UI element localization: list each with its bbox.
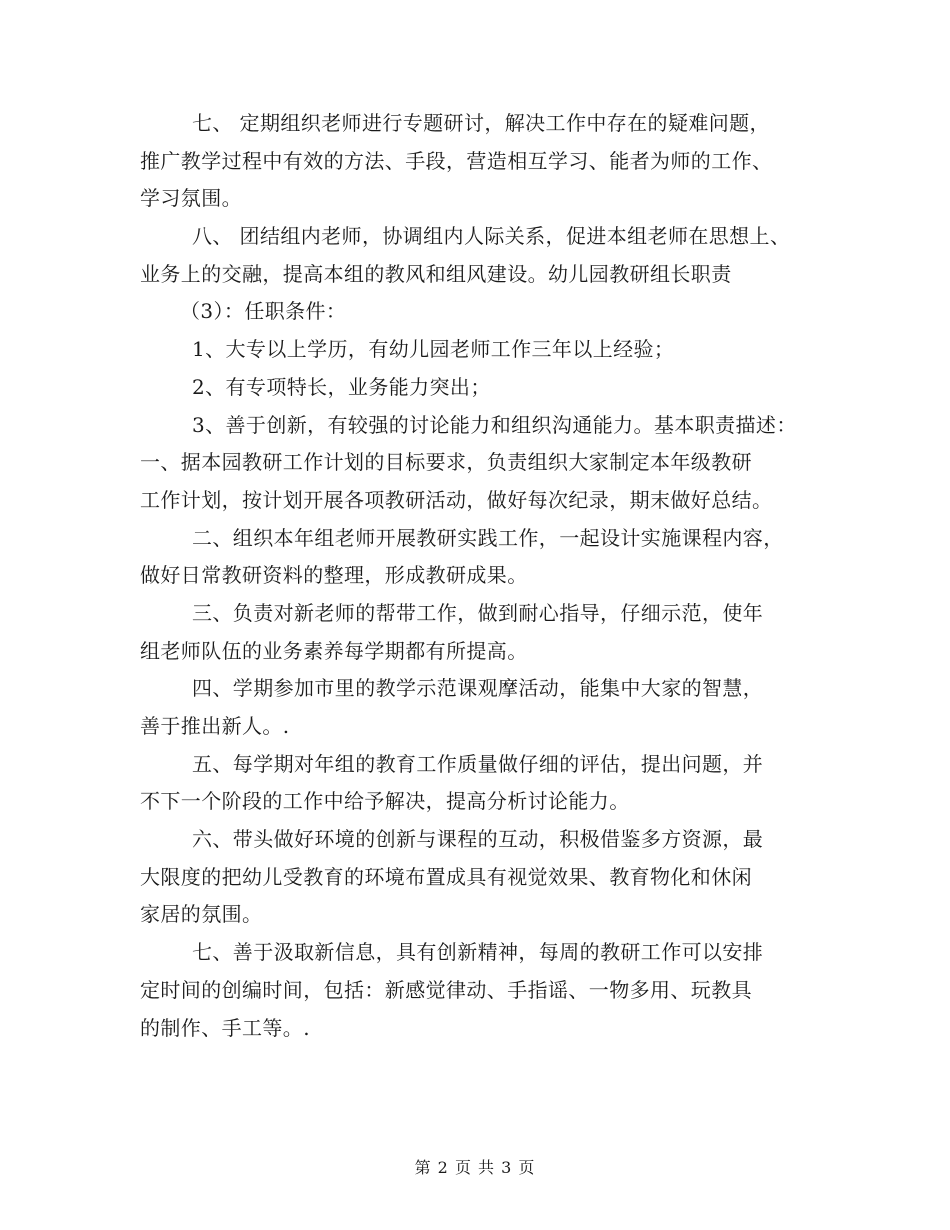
document-body <box>140 105 830 1047</box>
paragraph-line: 3、善于创新，有较强的讨论能力和组织沟通能力。基本职责描述： <box>192 412 797 437</box>
paragraph-line: 工作计划，按计划开展各项教研活动，做好每次纪录，期末做好总结。 <box>140 487 773 512</box>
paragraph-line: 七、 定期组织老师进行专题研讨，解决工作中存在的疑难问题， <box>192 111 770 135</box>
paragraph-line: 2、有专项特长，业务能力突出； <box>192 374 491 399</box>
paragraph-line: 二、组织本年组老师开展教研实践工作，一起设计实施课程内容， <box>192 525 784 550</box>
paragraph-line: 不下一个阶段的工作中给予解决，提高分析讨论能力。 <box>140 789 630 814</box>
paragraph-line: 的制作、手工等。. <box>140 1015 310 1040</box>
paragraph-line: 八、 团结组内老师，协调组内人际关系，促进本组老师在思想上、 <box>192 224 791 249</box>
paragraph-line: 四、学期参加市里的教学示范课观摩活动，能集中大家的智慧， <box>192 676 764 701</box>
paragraph-line: 七、善于汲取新信息，具有创新精神，每周的教研工作可以安排 <box>192 940 764 965</box>
paragraph-line: 定时间的创编时间，包括：新感觉律动、手指谣、一物多用、玩教具 <box>140 977 752 1002</box>
paragraph-line: 1、大专以上学历，有幼儿园老师工作三年以上经验； <box>192 337 675 362</box>
paragraph-line: 推广教学过程中有效的方法、手段，营造相互学习、能者为师的工作、 <box>140 148 773 173</box>
paragraph-line: 学习氛围。 <box>140 186 242 211</box>
paragraph-line: 一、据本园教研工作计划的目标要求，负责组织大家制定本年级教研 <box>140 450 752 475</box>
paragraph-line: 家居的氛围。 <box>140 902 263 927</box>
paragraph-line: 做好日常教研资料的整理，形成教研成果。 <box>140 563 528 588</box>
paragraph-line: 六、带头做好环境的创新与课程的互动，积极借鉴多方资源，最 <box>192 827 764 852</box>
paragraph-line: 大限度的把幼儿受教育的环境布置成具有视觉效果、教育物化和休闲 <box>140 864 752 889</box>
paragraph-line: （3）：任职条件： <box>180 299 347 324</box>
paragraph-line: 五、每学期对年组的教育工作质量做仔细的评估，提出问题，并 <box>192 751 764 776</box>
paragraph-line: 善于推出新人。. <box>140 714 290 738</box>
paragraph-line: 三、负责对新老师的帮带工作，做到耐心指导，仔细示范，使年 <box>192 600 764 625</box>
paragraph-line: 组老师队伍的业务素养每学期都有所提高。 <box>140 638 528 663</box>
page-number-footer: 第 2 页 共 3 页 <box>414 1158 536 1177</box>
paragraph-line: 业务上的交融，提高本组的教风和组风建设。幼儿园教研组长职责 <box>140 261 732 286</box>
